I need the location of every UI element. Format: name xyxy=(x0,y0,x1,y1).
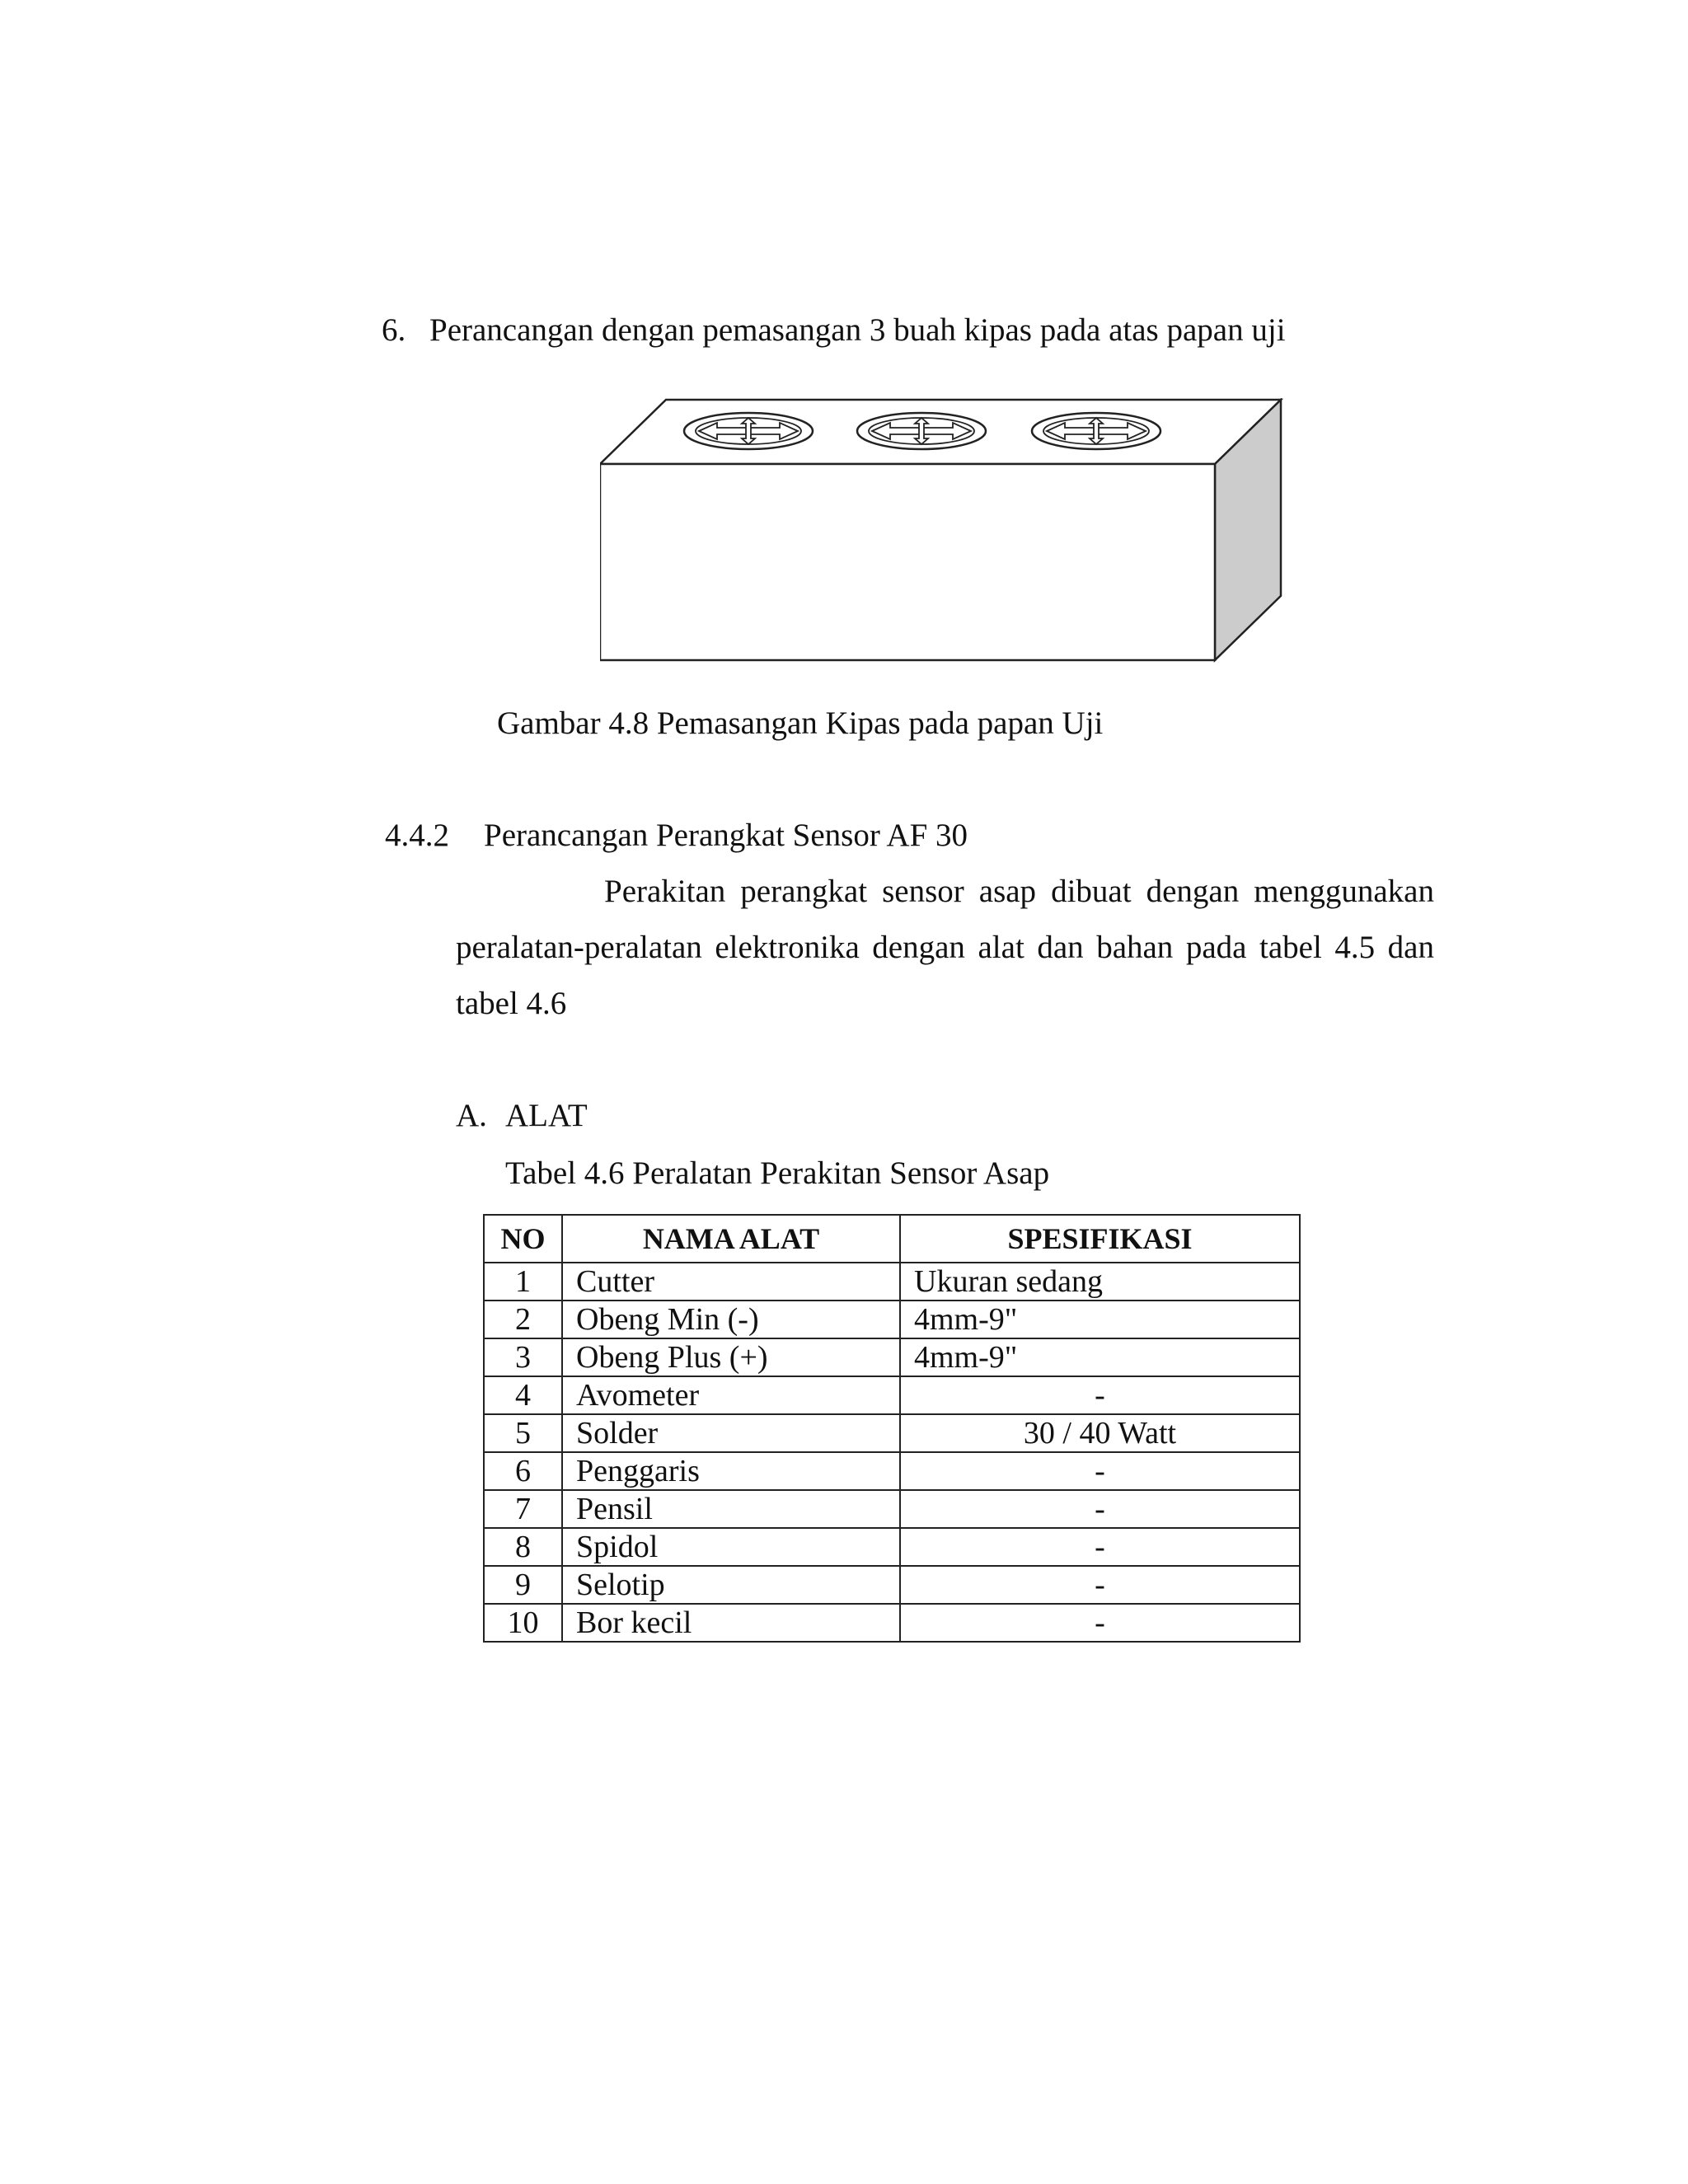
cell-name: Selotip xyxy=(562,1566,900,1604)
table-row xyxy=(484,1376,1300,1414)
box-front-face xyxy=(600,464,1215,660)
cell-no: 3 xyxy=(484,1338,562,1376)
cell-no: 8 xyxy=(484,1528,562,1566)
cell-spec: - xyxy=(900,1604,1300,1642)
figure-caption: Gambar 4.8 Pemasangan Kipas pada papan Uji xyxy=(497,705,1104,741)
fan-icon xyxy=(1032,413,1160,449)
cell-spec: - xyxy=(900,1490,1300,1528)
cell-no: 2 xyxy=(484,1301,562,1338)
cell-name: Penggaris xyxy=(562,1452,900,1490)
cell-no: 7 xyxy=(484,1490,562,1528)
table-row xyxy=(484,1263,1300,1301)
cell-spec: Ukuran sedang xyxy=(900,1263,1300,1301)
table-row xyxy=(484,1338,1300,1376)
cell-name: Cutter xyxy=(562,1263,900,1301)
list-item-text: Perancangan dengan pemasangan 3 buah kipas pada atas papan uji xyxy=(429,312,1286,348)
header-spec: SPESIFIKASI xyxy=(900,1215,1300,1263)
cell-name: Spidol xyxy=(562,1528,900,1566)
cell-name: Solder xyxy=(562,1414,900,1452)
fan-icon xyxy=(857,413,986,449)
cell-spec: - xyxy=(900,1452,1300,1490)
fan-box-figure xyxy=(600,398,1289,678)
cell-no: 1 xyxy=(484,1263,562,1301)
cell-spec: 4mm-9" xyxy=(900,1301,1300,1338)
subsection-title: ALAT xyxy=(505,1098,588,1133)
table-row xyxy=(484,1566,1300,1604)
fan-icon xyxy=(684,413,813,449)
tools-table xyxy=(483,1214,1301,1643)
header-no: NO xyxy=(484,1215,562,1263)
cell-no: 10 xyxy=(484,1604,562,1642)
table-row xyxy=(484,1490,1300,1528)
paragraph-line: peralatan-peralatan elektronika dengan alat dan bahan pada tabel 4.5 dan xyxy=(456,930,1434,965)
cell-spec: - xyxy=(900,1376,1300,1414)
cell-name: Bor kecil xyxy=(562,1604,900,1642)
table-row xyxy=(484,1414,1300,1452)
table-row xyxy=(484,1528,1300,1566)
table-row xyxy=(484,1604,1300,1642)
table-header-row xyxy=(484,1215,1300,1263)
cell-no: 6 xyxy=(484,1452,562,1490)
table-caption: Tabel 4.6 Peralatan Perakitan Sensor Asap xyxy=(505,1155,1050,1191)
cell-no: 4 xyxy=(484,1376,562,1414)
table-row xyxy=(484,1452,1300,1490)
table-row xyxy=(484,1301,1300,1338)
cell-no: 5 xyxy=(484,1414,562,1452)
section-title: Perancangan Perangkat Sensor AF 30 xyxy=(484,818,968,853)
section-number: 4.4.2 xyxy=(385,818,449,853)
subsection-letter: A. xyxy=(456,1098,487,1133)
cell-spec: 4mm-9" xyxy=(900,1338,1300,1376)
cell-spec: - xyxy=(900,1528,1300,1566)
list-item-number: 6. xyxy=(382,312,406,348)
cell-name: Avometer xyxy=(562,1376,900,1414)
cell-name: Obeng Plus (+) xyxy=(562,1338,900,1376)
header-name: NAMA ALAT xyxy=(562,1215,900,1263)
cell-spec: - xyxy=(900,1566,1300,1604)
paragraph-line: Perakitan perangkat sensor asap dibuat dengan menggunakan xyxy=(604,874,1434,909)
body-paragraph xyxy=(456,864,1434,1032)
cell-name: Pensil xyxy=(562,1490,900,1528)
cell-no: 9 xyxy=(484,1566,562,1604)
cell-spec: 30 / 40 Watt xyxy=(900,1414,1300,1452)
cell-name: Obeng Min (-) xyxy=(562,1301,900,1338)
paragraph-line: tabel 4.6 xyxy=(456,986,567,1021)
